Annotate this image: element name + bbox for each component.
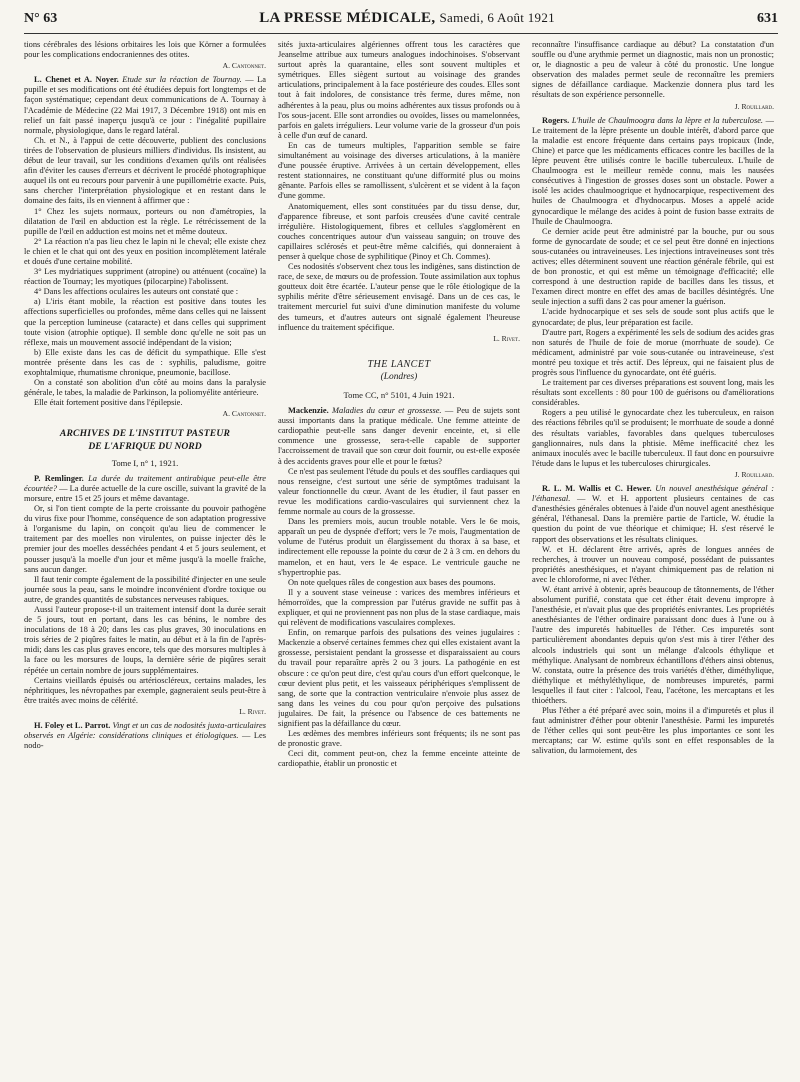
article-rogers — [532, 116, 774, 227]
paragraph: Il faut tenir compte également de la possibilité d'injecter en une seule journée sous la peau, sans le moindre inconvénient d'ordre toxique ou autre, de grandes quantités de substances nerveuses rabiques. — [24, 574, 266, 604]
page-header — [24, 10, 778, 34]
section-title-archives: ARCHIVES DE L'INSTITUT PASTEUR — [59, 428, 231, 440]
paragraph: Ceci dit, comment peut-on, chez la femme enceinte atteinte de cardiopathie, établir un pronostic et — [278, 749, 520, 769]
article-remlinger — [24, 474, 266, 504]
paragraph: Rogers a peu utilisé le gynocardate chez les tuberculeux, en raison des réactions fébriles qu'il se produisent; le morrhuate de soude a donné des résultats variables, favorables dans quelques tuberculoses ganglionnaires, nuls dans la phtisie. Même inefficacité chez les animaux inoculés avec le bacille tuberculeux. Il faut donc en poursuivre l'étude dans le lupus et les tuberculoses chirurgicales. — [532, 408, 774, 468]
signature: J. Rouillard. — [734, 469, 774, 479]
article-author: R. L. M. Wallis et C. Hewer. — [542, 484, 652, 494]
paragraph: W. et H. déclarent être arrivés, après de longues années de recherches, à trouver un nouveau composé, possédant de puissantes propriétés anesthésiques, et n'ayant chimiquement pas de relation ni avec le chloroforme, ni avec l'éther. — [532, 544, 774, 584]
paragraph: 4° Dans les affections oculaires les auteurs ont constaté que : — [34, 287, 239, 297]
paragraph: Ch. et N., à l'appui de cette découverte, publient des conclusions tirées de l'observation de plusieurs milliers d'individus. Ils insistent, au début de leur travail, sur les conditions d'examen qu'ils ont réalisées afin d'éviter les causes d'erreurs et décrivent le procédé photographique auquel ils ont eu recours pour parvenir à une pupillométrie exacte. Puis, sans chercher l'interprétation physiologique et en restant dans le domaine des faits, ils en viennent à affirmer que : — [24, 135, 266, 206]
paragraph: 3° Les mydriatiques suppriment (atropine) ou atténuent (cocaïne) la réaction de Tournay; les myotiques (pilocarpine) l'abolissent. — [24, 267, 266, 287]
article-author: Rogers. — [542, 115, 570, 125]
article-wallis-hewer — [532, 484, 774, 545]
section-subtitle-lancet: (Londres) — [380, 371, 418, 382]
article-title: Un nouvel anesthésique général : l'éthanesal. — [532, 484, 774, 504]
paragraph: a) L'iris étant mobile, la réaction est positive dans toutes les affections superficielles ou profondes, même dans celles qui ne laissent que la perception lumineuse (cataracte) et dans celles qui suppriment toute vision (atrophie optique). Il semble donc qu'elle ne soit pas un réflexe, mais un mouvement associé indépendant de la vision; — [24, 297, 266, 347]
article-title: L'huile de Chaulmoogra dans la lèpre et la tuberculose. — [571, 115, 764, 125]
article-chenet-noyer — [24, 75, 266, 136]
page-number: 631 — [757, 11, 778, 26]
article-text: — Le traitement de la lèpre présente un double intérêt, d'abord parce que la maladie est encore fréquente dans certains pays tropicaux (Inde, Chine) et parce que les médicaments efficaces contre les bacilles de la lèpre peuvent être utilisés contre le bacille tuberculeux. L'huile de Chaulmoogra est le meilleur remède connu, mais les nausées consécutives à l'ingestion de grosses doses sont un obstacle. Power a isolé les acides chaulmoogrique et hydnocarpique, respectivement des huiles de Chaulmoogra et d'hydnocarpus. Moses a appelé acide gynocardique le mélange des acides à point de fusion basse extraits de l'huile de Chaulmoogra. — [532, 115, 774, 226]
article-title: La durée du traitement antirabique peut-elle être écourtée? — [24, 473, 266, 493]
article-text: — La durée actuelle de la cure oscille, suivant la gravité de la morsure, entre 15 et 25 jours et même davantage. — [24, 483, 266, 503]
paragraph: Enfin, on remarque parfois des pulsations des veines jugulaires : Mackenzie a observé certaines femmes chez qui elles existaient avant la grossesse, persistaient pendant la grossesse et disparaissaient au cours du travail pour reparaître après 2 ou 3 jours. La pathogénie en est obscure : ce qu'on peut dire, c'est qu'au cours d'un effort quelconque, le cœur devient plus petit, et les vaisseaux périphériques s'emplissent de sang, de sorte que la contraction ventriculaire n'envoie plus assez de sang dans les veines du cou pour qu'on perçoive des pulsations jugulaires. De fait, la présence ou l'absence de ces battements ne signifient pas la défaillance du cœur. — [278, 628, 520, 728]
article-title: Maladies du cœur et grossesse. — [332, 406, 442, 416]
journal-masthead — [259, 10, 555, 27]
signature: L. Rivet. — [493, 333, 520, 343]
paragraph: tions cérébrales des lésions orbitaires les lois que Körner a formulées pour les complications endocraniennes des otites. — [24, 40, 266, 60]
paragraph: D'autre part, Rogers a expérimenté les sels de sodium des acides gras non saturés de l'huile de foie de morue (morrhuate de soude). Ce médicament, administré par voie sous-cutanée ou intraveineuse, s'est montré peu toxique et très actif. Des lépreux, qui ne faisaient plus de progrès sous l'influence du gynocardate, ont été guéris. — [532, 327, 774, 377]
paragraph: Plus l'éther a été préparé avec soin, moins il a d'impuretés et plus il faut administrer d'éther pour obtenir l'anesthésie. Parmi les impuretés de l'éther celles qui sont peut-être les plus importantes ce sont les mercaptans; car W. estime qu'ils sont en effet responsables de la salivation, du larmoiement, des — [532, 706, 774, 756]
section-title-archives-line2: DE L'AFRIQUE DU NORD — [88, 440, 202, 452]
paragraph: W. étant arrivé à obtenir, après beaucoup de tâtonnements, de l'éther absolument purifié, constata que cet éther était devenu impropre à l'anesthésie, et n'avait plus que des propriétés enivrantes. Les propriétés anesthésiantes de l'éther ordinaire paraissant donc dues à l'une ou à l'autre des impuretés habituelles de l'éther. Ces impuretés sont particulièrement abondantes depuis qu'on s'est mis à tirer l'éther des alcools industriels qui sont un mélange d'alcools éthylique et méthylique. Analysant de nombreux échantillons d'éthers ainsi obtenus, W. constata, outre la présence des trois variétés d'éther, diméthylique, diéthylique et méthyléthylique, de nombreuses impuretés, parmi lesquelles il faut citer : l'alcool, l'eau, l'acétone, les mercaptans et les thioéthers. — [532, 584, 774, 705]
paragraph: L'acide hydnocarpique et ses sels de soude sont plus actifs que le gynocardate; de plus, leur préparation est facile. — [532, 307, 774, 327]
signature: A. Cantonnet. — [222, 61, 266, 71]
journal-name: LA PRESSE MÉDICALE, — [259, 10, 436, 26]
article-author: H. Foley et L. Parrot. — [34, 721, 111, 730]
paragraph: Certains vieillards épuisés ou artérioscléreux, certains malades, les néphritiques, les névropathes par exemple, gagneraient seuls peut-être à être traités avec moins de célérité. — [24, 675, 266, 705]
issue-number: N° 63 — [24, 11, 58, 26]
column-3 — [532, 40, 774, 1070]
signature: J. Rouillard. — [734, 101, 774, 111]
paragraph: Ce n'est pas seulement l'étude du pouls et des souffles cardiaques qui nous renseigne, c'est surtout une série de symptômes traduisant la valeur fonctionnelle du cœur. Avant de les étudier, il faut passer en revue les modifications cardio-vasculaires qui surviennent chez la femme normale au cours de la grossesse. — [278, 466, 520, 517]
paragraph: Il y a souvent stase veineuse : varices des membres inférieurs et hémorroïdes, que la compression par l'utérus gravide ne suffit pas à expliquer, et qui ne proviennent pas non plus de la stase cardiaque, mais qui relèvent de modifications vasculaires complexes. — [278, 587, 520, 628]
paragraph: 2° La réaction n'a pas lieu chez le lapin ni le cheval; elle existe chez le chien et le chat qui ont des yeux en position incomplètement latérale et doués d'une certaine mobilité. — [24, 236, 266, 266]
article-title: Etude sur la réaction de Tournay. — [122, 75, 242, 85]
paragraph: Anatomiquement, elles sont constituées par du tissu dense, dur, d'apparence fibreuse, et sont parfois creusées d'une cavité centrale irrégulière. Histologiquement, fibres et cellules s'agglomèrent en couches concentriques autour d'un vaisseau sanguin; on trouve des capillaires sclérosés et peut-être même calcifiés, qui donneraient à penser à quelque chose de syphilitique (Pinoy et Ch. Commes). — [278, 201, 520, 261]
column-2 — [278, 40, 520, 1070]
paragraph: Elle était fortement positive dans l'épilepsie. — [34, 398, 183, 408]
volume-reference: Tome CC, n° 5101, 4 Juin 1921. — [343, 390, 455, 400]
paragraph: En cas de tumeurs multiples, l'apparition semble se faire simultanément au voisinage des diverses articulations, à la manière d'une poussée éruptive. Arrivées à un certain développement, elles restent stationnaires, ne constituant qu'une difformité plus ou moins gênante. Parfois elles se ramollissent, s'ulcèrent et se vident à la façon d'une gomme. — [278, 140, 520, 201]
article-text: — La pupille et ses modifications ont été étudiées depuis fort longtemps et de façon systématique; cependant deux communications de A. Tournay à l'Académie de Médecine (22 Mai 1917, 3 Décembre 1918) ont mis en relief un fait passé inaperçu jusqu'à ce jour : l'inégalité pupillaire normale, physiologique, dans le regard latéral. — [24, 75, 266, 135]
paragraph: Aussi l'auteur propose-t-il un traitement intensif dont la durée serait de 5 jours, tout en portant, dans les cas bénins, le nombre des inoculations de 18 à 20; dans les cas plus graves, 30 inoculations en trois séries de 2 piqûres faites le matin, au début et à la fin de l'après-midi; dans les cas plus graves encore, tels que des morsures multiples à la face ou les morsures de loups, la dernière série de piqûres serait répétée un certain nombre de jours supplémentaires. — [24, 604, 266, 675]
article-foley-parrot — [24, 721, 266, 751]
paragraph: Or, si l'on tient compte de la perte croissante du pouvoir pathogène du virus fixe pour l'homme, conséquence de son adaptation progressive à l'organisme du lapin, on conçoit qu'au lieu de commencer le traitement par des moelles non virulentes, on puisse injecter dès le premier jour des moelles desséchées pendant 4 et 5 jours seulement, et pousser jusqu'à la moelle d'un jour et même jusqu'à la moelle fraîche, sans aucun danger. — [24, 504, 266, 574]
paragraph: Ces nodosités s'observent chez tous les indigènes, sans distinction de race, de sexe, de mœurs ou de profession. Toute assimilation aux tophus goutteux doit être écartée. L'auteur pense que le rôle étiologique de la syphilis mérite d'être sérieusement envisagé. Dans un de ces cas, le traitement mercuriel fut suivi d'une diminution manifeste du volume des tumeurs, et d'autres auteurs ont signalé également l'heureuse influence du traitement spécifique. — [278, 262, 520, 332]
paragraph: On note quelques râles de congestion aux bases des poumons. — [288, 577, 496, 587]
signature: A. Cantonnet. — [222, 409, 266, 419]
column-1 — [24, 40, 266, 1070]
article-author: L. Chenet et A. Noyer. — [34, 75, 119, 85]
article-title: Vingt et un cas de nodosités juxta-articulaires observés en Algérie: considérations cliniques et étiologiques. — [24, 721, 266, 741]
paragraph: b) Elle existe dans les cas de déficit du sympathique. Elle s'est montrée présente dans les cas de : syphilis, paludisme, goitre exophtalmique, rhumatisme chronique, pneumonie, bacillose. — [24, 347, 266, 377]
section-title-lancet: THE LANCET — [367, 358, 431, 370]
paragraph: Dans les premiers mois, aucun trouble notable. Vers le 6e mois, apparaît un peu de dyspnée d'effort; vers le 7e mois, l'augmentation de volume de l'utérus produit un élargissement du thorax à sa base, et indirectement elle repousse la pointe du cœur de 2 à 3 cm. en dehors du mamelon, et en haut, vers le 4e espace. Le ventricule gauche ne s'hypertrophie pas. — [278, 517, 520, 577]
article-author: Mackenzie. — [288, 406, 329, 416]
paragraph: On a constaté son abolition d'un côté au moins dans la paralysie générale, le tabes, la maladie de Parkinson, la poliomyélite antérieure. — [24, 378, 266, 398]
article-author: P. Remlinger. — [34, 473, 84, 483]
issue-date: Samedi, 6 Août 1921 — [439, 10, 555, 25]
article-text: — Peu de sujets sont aussi importants dans la pratique médicale. Une femme atteinte de cardiopathie peut-elle sans danger devenir enceinte, et, si elle commence une grossesse, sera-t-elle capable de supporter l'accroissement de travail que son cœur doit fournir, ou est-elle exposée à des accidents graves pour elle et pour le fœtus? — [278, 406, 520, 466]
paragraph: 1° Chez les sujets normaux, porteurs ou non d'amétropies, la dilatation de l'œil en abduction est la règle. Le rétrécissement de la pupille de l'œil en adduction est moins net et même douteux. — [24, 206, 266, 236]
paragraph: Ce dernier acide peut être administré par la bouche, pur ou sous forme de gynocardate de soude; et ce sel peut être donné en injections sous-cutanées ou intraveineuses. Les injections intraveineuses sont très actives; elles déterminent souvent une réaction générale fébrile, qui est de bon pronostic, et qui est même un témoignage d'efficacité; elle correspond à une destruction rapide de bacilles dans les tissus, et l'examen direct montre en effet des amas de bacilles désintégrés. Une seule injection a suffi dans 2 cas pour amener la guérison. — [532, 226, 774, 307]
paragraph: Les œdèmes des membres inférieurs sont fréquents; ils ne sont pas de pronostic grave. — [278, 729, 520, 749]
article-text: — Les nodo- — [24, 731, 266, 751]
text-columns — [24, 40, 778, 1070]
paragraph: reconnaître l'insuffisance cardiaque au début? La constatation d'un souffle ou d'une arythmie permet un diagnostic, mais non un pronostic; or, le diagnostic a peu de valeur à côté du pronostic. Une longue observation des malades permet seule de reconnaître les premiers signes de défaillance cardiaque. Mackenzie donnera plus tard les résultats de son expérience personnelle. — [532, 40, 774, 100]
volume-reference: Tome I, n° 1, 1921. — [111, 457, 179, 468]
article-text: — W. et H. apportent plusieurs centaines de cas d'anesthésies générales obtenues à l'aide d'un nouvel agent anesthésique général, l'éthanesal. Dans la première partie de l'article, W. étudie la question du point de vue théorique et chimique; H. s'est réservé le rapport des observations et les résultats cliniques. — [532, 494, 774, 544]
paragraph: Le traitement par ces diverses préparations est souvent long, mais les résultats sont excellents : 80 pour 100 de guérisons ou d'améliorations considérables. — [532, 378, 774, 408]
paragraph: sités juxta-articulaires algériennes offrent tous les caractères que Jeanselme attribue aux tumeurs analogues indochinoises. S'observant surtout après la quarantaine, elles sont souvent multiples et symétriques. Elles siègent surtout au voisinage des grandes articulations, principalement à la face postérieure des coudes. Elles sont tout à fait indolores, de consistance très ferme, dures même, non adhérentes à la peau, plus ou moins adhérentes aux tissus profonds ou à l'os sous-jacent. Elle sont arrondies ou ovoïdes, lisses ou mamelonnées, parfois en galets irréguliers. Leur volume varie de la grosseur d'un pois à celle d'un œuf de canard. — [278, 40, 520, 140]
signature: L. Rivet. — [239, 706, 266, 716]
article-mackenzie — [278, 406, 520, 467]
